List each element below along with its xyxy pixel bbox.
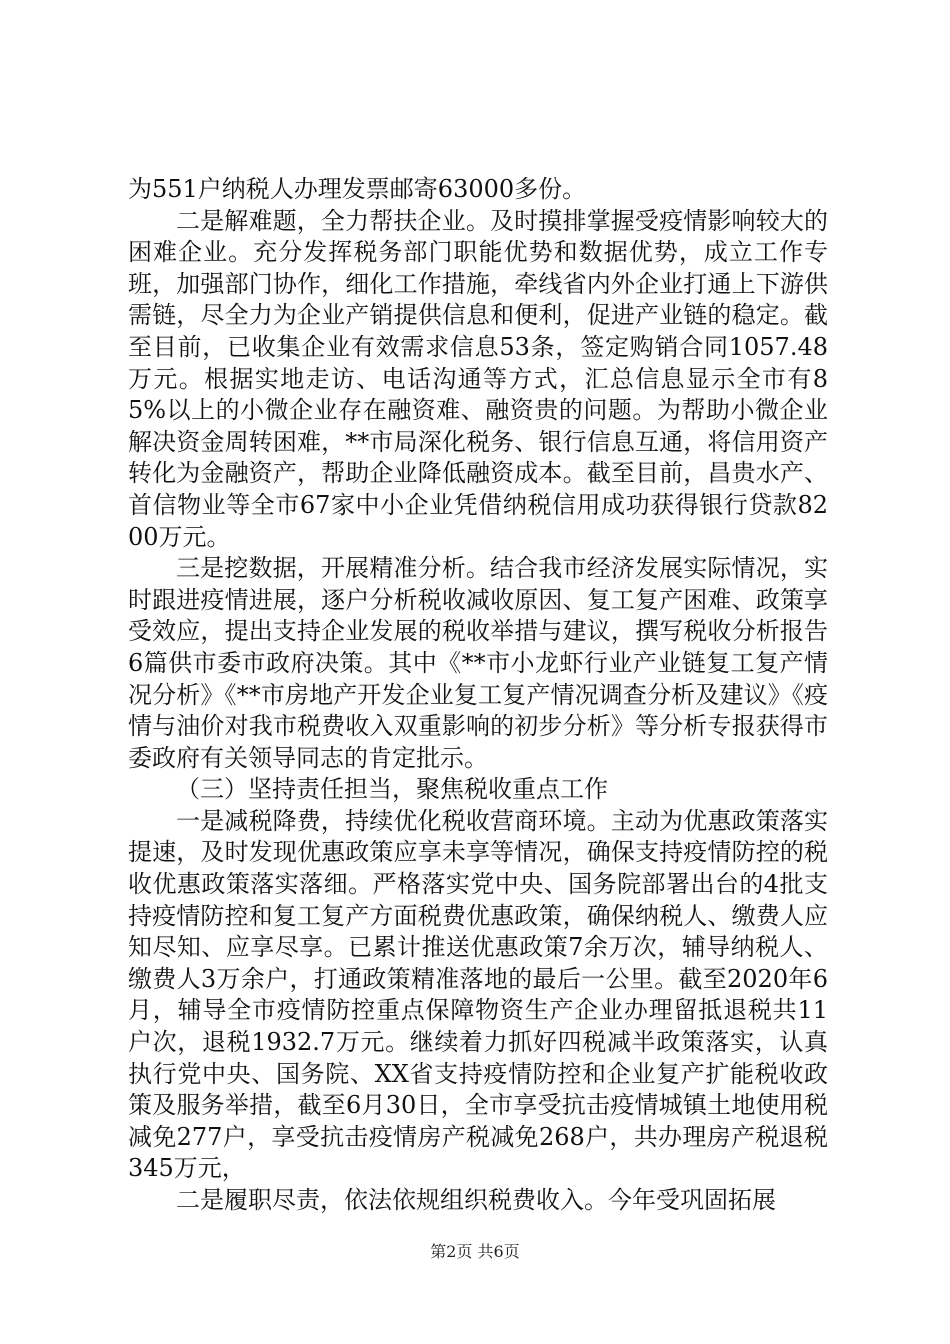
paragraph-tax-reduction: 一是减税降费，持续优化税收营商环境。主动为优惠政策落实提速，及时发现优惠政策应享未享等情况，确保支持疫情防控的税收优惠政策落实落细。严格落实党中央、国务院部署出台的4批支持疫情防控和复工复产方面税费优惠政策，确保纳税人、缴费人应知尽知、应享尽享。已累计推送优惠政策7余万次，辅导纳税人、缴费人3万余户，打通政策精准落地的最后一公里。截至2020年6月，辅导全市疫情防控重点保障物资生产企业办理留抵退税共11户次，退税1932.7万元。继续着力抓好四税减半政策落实，认真执行党中央、国务院、XX省支持疫情防控和企业复产扩能税收政策及服务举措，截至6月30日，全市享受抗击疫情城镇土地使用税减免277户，享受抗击疫情房产税减免268户，共办理房产税退税345万元， xyxy=(128,806,828,1183)
paragraph-solve-difficulties: 二是解难题，全力帮扶企业。及时摸排掌握受疫情影响较大的困难企业。充分发挥税务部门职能优势和数据优势，成立工作专班，加强部门协作，细化工作措施，牵线省内外企业打通上下游供需链，尽全力为企业产销提供信息和便利，促进产业链的稳定。截至目前，已收集企业有效需求信息53条，签定购销合同1057.48万元。根据实地走访、电话沟通等方式，汇总信息显示全市有85%以上的小微企业存在融资难、融资贵的问题。为帮助小微企业解决资金周转困难，**市局深化税务、银行信息互通，将信用资产转化为金融资产，帮助企业降低融资成本。截至目前，昌贵水产、首信物业等全市67家中小企业凭借纳税信用成功获得银行贷款8200万元。 xyxy=(128,206,828,551)
document-body xyxy=(128,174,828,1217)
paragraph-duty-fulfillment: 二是履职尽责，依法依规组织税费收入。今年受巩固拓展 xyxy=(176,1186,776,1214)
section-heading-three: （三）坚持责任担当，聚焦税收重点工作 xyxy=(176,775,608,804)
page-number-label: 第2页 共6页 xyxy=(430,1242,520,1261)
page-footer xyxy=(0,1242,950,1262)
paragraph-data-analysis: 三是挖数据，开展精准分析。结合我市经济发展实际情况，实时跟进疫情进展，逐户分析税收减收原因、复工复产困难、政策享受效应，提出支持企业发展的税收举措与建议，撰写税收分析报告6篇供市委市政府决策。其中《**市小龙虾行业产业链复工复产情况分析》《**市房地产开发企业复工复产情况调查分析及建议》《疫情与油价对我市税费收入双重影响的初步分析》等分析专报获得市委政府有关领导同志的肯定批示。 xyxy=(128,554,828,772)
paragraph-invoice-mailing: 为551户纳税人办理发票邮寄63000多份。 xyxy=(128,175,587,203)
